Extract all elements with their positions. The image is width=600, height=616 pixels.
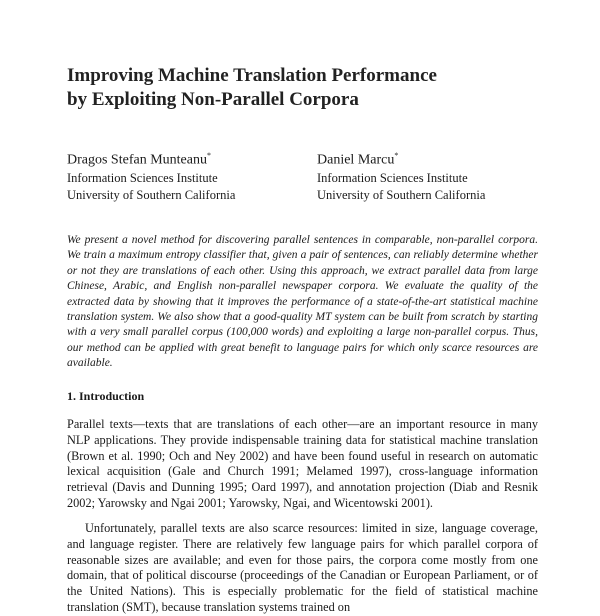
body-paragraph-1: Parallel texts—texts that are translations of each other—are an important resource in many NLP applications. They provide indispensable training data for statistical machine translation (Brown et al. 1990; Och and Ney 2002) and have been found useful in research on automatic lexical acquisition (Gale and Church 1991; Melamed 1997), cross-language information retrieval (Davis and Dunning 1995; Oard 1997), and annotation projection (Diab and Resnik 2002; Yarowsky and Ngai 2001; Yarowsky, Ngai, and Wicentowski 2001). xyxy=(67,417,538,510)
author-footnote-mark: * xyxy=(206,151,211,160)
title-line-1: Improving Machine Translation Performance xyxy=(67,65,437,86)
abstract: We present a novel method for discovering parallel sentences in comparable, non-parallel corpora. We train a maximum entropy classifier that, given a pair of sentences, can reliably determine whether or not they are translations of each other. Using this approach, we extract parallel data from large Chinese, Arabic, and English non-parallel newspaper corpora. We evaluate the quality of the extracted data by showing that it improves the performance of a state-of-the-art statistical machine translation system. We also show that a good-quality MT system can be built from scratch by starting with a very small parallel corpus (100,000 words) and exploiting a large non-parallel corpus. Thus, our method can be applied with great benefit to language pairs for which only scarce resources are available. xyxy=(67,234,538,370)
section-heading: 1. Introduction xyxy=(67,389,145,403)
author-name: Daniel Marcu xyxy=(317,152,395,168)
title-line-2: by Exploiting Non-Parallel Corpora xyxy=(67,89,359,110)
author-name: Dragos Stefan Munteanu xyxy=(67,152,207,168)
author-name-row xyxy=(67,147,235,170)
body-paragraph-2: Unfortunately, parallel texts are also scarce resources: limited in size, language coverage, and language register. There are relatively few language pairs for which parallel corpora of reasonable sizes are available; and even for those pairs, the corpora come mostly from one domain, that of political discourse (proceedings of the Canadian or European Parliament, or of the United Nations). This is especially problematic for the field of statistical machine translation (SMT), because translation systems trained on xyxy=(67,521,538,614)
author-university: University of Southern California xyxy=(317,187,486,202)
author-affiliation: Information Sciences Institute xyxy=(317,170,468,185)
author-name-row xyxy=(317,147,485,170)
author-university: University of Southern California xyxy=(67,187,236,202)
author-affiliation: Information Sciences Institute xyxy=(67,170,218,185)
author-block-2 xyxy=(317,147,485,204)
author-block-1 xyxy=(67,147,235,204)
author-footnote-mark: * xyxy=(394,151,399,160)
paper-title xyxy=(67,64,547,112)
